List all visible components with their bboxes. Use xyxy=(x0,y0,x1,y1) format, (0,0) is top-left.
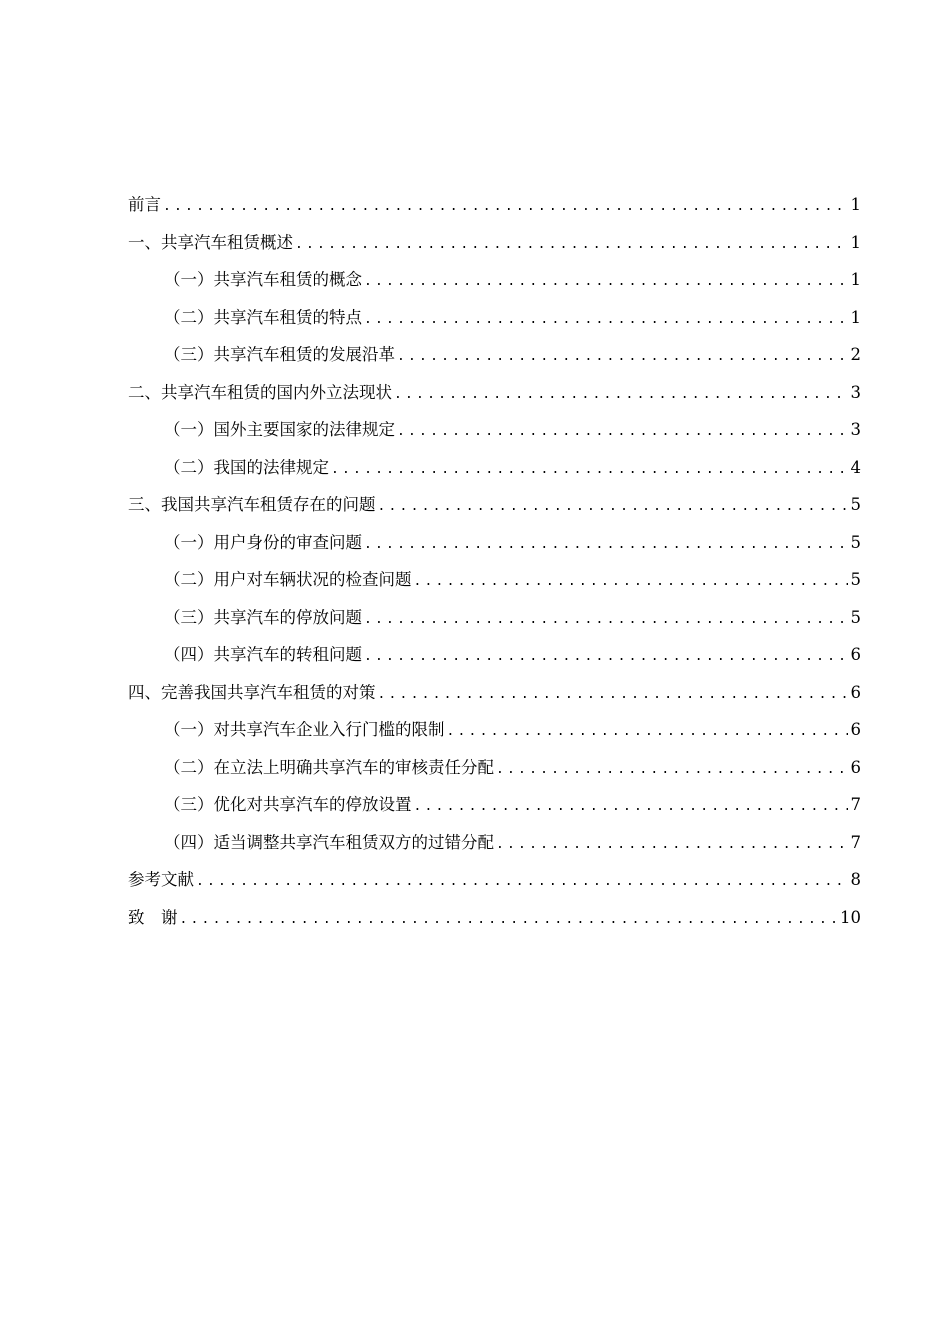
toc-dot-leader xyxy=(496,832,848,858)
toc-entry-section-3-3[interactable] xyxy=(128,605,861,643)
toc-entry-title: （三）共享汽车租赁的发展沿革 xyxy=(164,345,395,364)
toc-entry-section-2-2[interactable] xyxy=(128,455,861,493)
toc-entry-title: 致 谢 xyxy=(128,907,178,927)
toc-entry-section-2-1[interactable] xyxy=(128,417,861,455)
table-of-contents xyxy=(128,192,861,942)
toc-entry-page: 10 xyxy=(840,907,861,927)
toc-entry-section-4-3[interactable] xyxy=(128,792,861,830)
toc-entry-title: 四、完善我国共享汽车租赁的对策 xyxy=(128,682,376,702)
toc-dot-leader xyxy=(364,644,848,670)
toc-dot-leader xyxy=(364,532,848,558)
toc-entry-title: （四）适当调整共享汽车租赁双方的过错分配 xyxy=(164,832,494,852)
toc-entry-page: 1 xyxy=(850,307,861,327)
toc-entry-title: （二）我国的法律规定 xyxy=(164,457,329,477)
toc-dot-leader xyxy=(364,269,848,295)
toc-dot-leader xyxy=(180,907,838,933)
toc-entry-section-4-1[interactable] xyxy=(128,717,861,755)
toc-entry-section-3-4[interactable] xyxy=(128,642,861,680)
toc-entry-title: 一、共享汽车租赁概述 xyxy=(128,232,293,252)
toc-entry-page: 5 xyxy=(850,570,861,589)
toc-dot-leader xyxy=(397,419,848,445)
toc-entry-title: （二）共享汽车租赁的特点 xyxy=(164,307,362,327)
toc-entry-section-4-4[interactable] xyxy=(128,830,861,868)
toc-entry-section-1-2[interactable] xyxy=(128,305,861,343)
toc-entry-section-4-2[interactable] xyxy=(128,755,861,793)
toc-entry-title: （一）国外主要国家的法律规定 xyxy=(164,420,395,439)
toc-dot-leader xyxy=(364,607,848,633)
toc-dot-leader xyxy=(378,494,848,520)
toc-entry-title: （二）在立法上明确共享汽车的审核责任分配 xyxy=(164,757,494,777)
toc-entry-section-3-1[interactable] xyxy=(128,530,861,568)
toc-entry-page: 7 xyxy=(850,832,861,852)
toc-dot-leader xyxy=(196,869,848,895)
toc-entry-page: 3 xyxy=(850,382,861,402)
toc-entry-page: 2 xyxy=(850,345,861,364)
toc-dot-leader xyxy=(331,457,848,483)
toc-entry-page: 6 xyxy=(850,682,861,702)
toc-entry-page: 7 xyxy=(850,795,861,814)
toc-entry-title: （二）用户对车辆状况的检查问题 xyxy=(164,570,412,589)
toc-entry-page: 1 xyxy=(850,232,861,252)
toc-entry-page: 1 xyxy=(850,195,861,214)
toc-entry-acknowledgements[interactable] xyxy=(128,905,861,943)
toc-dot-leader xyxy=(496,757,848,783)
toc-entry-page: 5 xyxy=(850,532,861,552)
toc-dot-leader xyxy=(394,382,848,408)
toc-entry-section-3-2[interactable] xyxy=(128,567,861,605)
toc-entry-page: 6 xyxy=(850,757,861,777)
toc-dot-leader xyxy=(447,719,848,745)
toc-dot-leader xyxy=(364,307,848,333)
toc-entry-title: （一）对共享汽车企业入行门槛的限制 xyxy=(164,720,445,739)
toc-entry-title: 前言 xyxy=(128,195,161,214)
toc-dot-leader xyxy=(414,794,848,820)
toc-entry-title: （三）优化对共享汽车的停放设置 xyxy=(164,795,412,814)
toc-entry-page: 5 xyxy=(850,607,861,627)
toc-entry-section-1-1[interactable] xyxy=(128,267,861,305)
toc-dot-leader xyxy=(378,682,848,708)
toc-entry-page: 1 xyxy=(850,270,861,289)
toc-entry-chapter-2[interactable] xyxy=(128,380,861,418)
toc-entry-page: 8 xyxy=(850,870,861,889)
toc-entry-references[interactable] xyxy=(128,867,861,905)
toc-entry-page: 3 xyxy=(850,420,861,439)
toc-entry-page: 5 xyxy=(850,495,861,514)
toc-entry-chapter-3[interactable] xyxy=(128,492,861,530)
toc-entry-page: 6 xyxy=(850,645,861,664)
toc-entry-chapter-1[interactable] xyxy=(128,230,861,268)
toc-entry-preface[interactable] xyxy=(128,192,861,230)
toc-entry-title: 二、共享汽车租赁的国内外立法现状 xyxy=(128,382,392,402)
toc-dot-leader xyxy=(295,232,848,258)
toc-dot-leader xyxy=(163,194,848,220)
toc-entry-page: 6 xyxy=(850,720,861,739)
toc-entry-title: （一）用户身份的审查问题 xyxy=(164,532,362,552)
toc-entry-title: （一）共享汽车租赁的概念 xyxy=(164,270,362,289)
toc-entry-title: 参考文献 xyxy=(128,870,194,889)
toc-entry-title: 三、我国共享汽车租赁存在的问题 xyxy=(128,495,376,514)
toc-entry-title: （四）共享汽车的转租问题 xyxy=(164,645,362,664)
toc-entry-title: （三）共享汽车的停放问题 xyxy=(164,607,362,627)
toc-entry-page: 4 xyxy=(850,457,861,477)
toc-entry-chapter-4[interactable] xyxy=(128,680,861,718)
toc-entry-section-1-3[interactable] xyxy=(128,342,861,380)
toc-dot-leader xyxy=(414,569,848,595)
toc-dot-leader xyxy=(397,344,848,370)
